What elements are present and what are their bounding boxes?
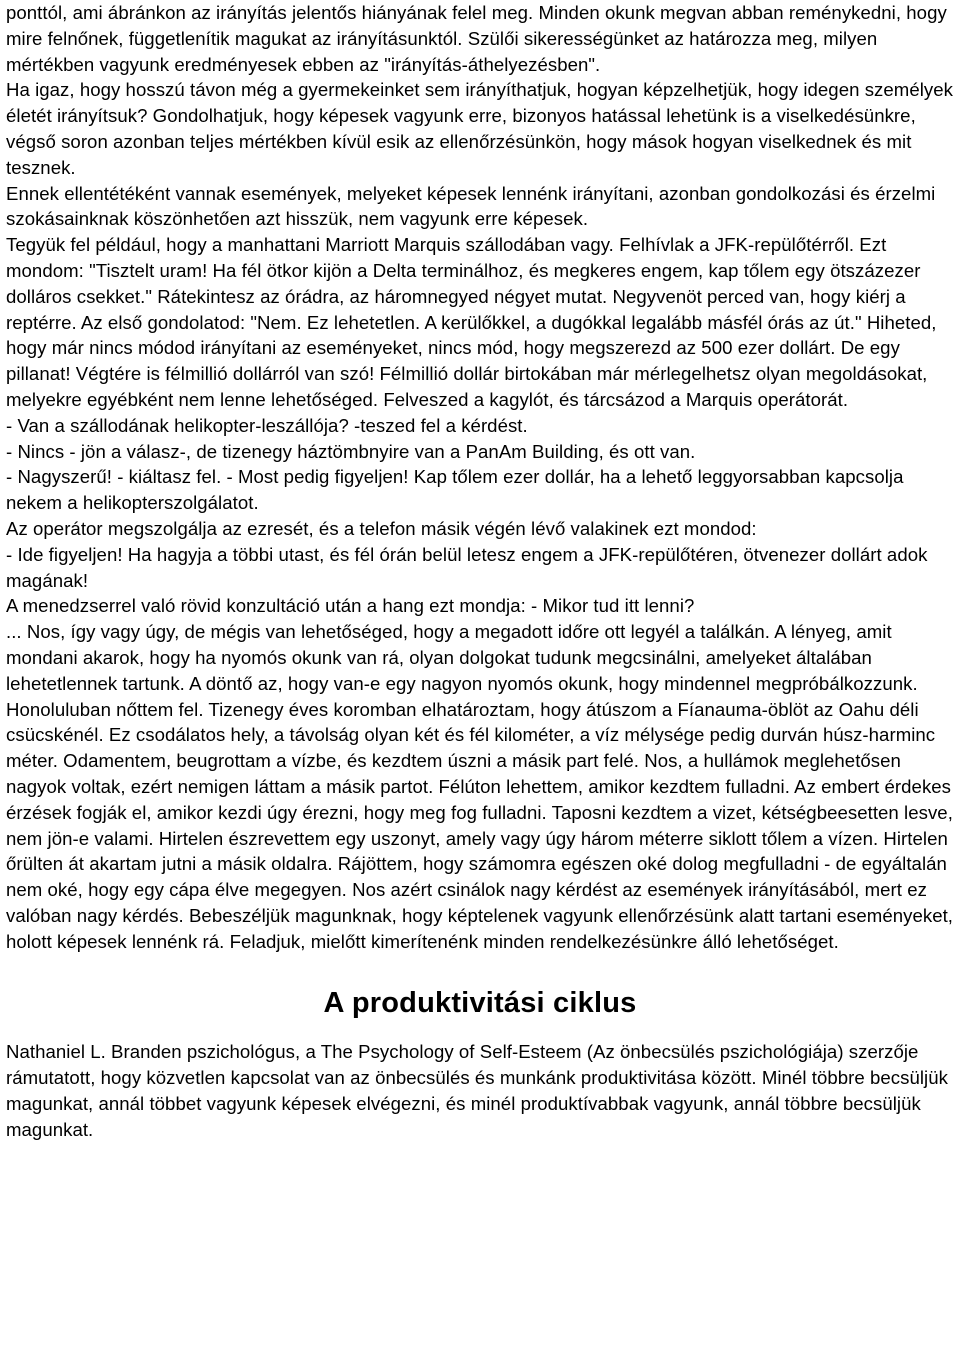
paragraph-marriott-example: Tegyük fel például, hogy a manhattani Marriott Marquis szállodában vagy. Felhívlak a JFK-repülőtérről. Ezt mondom: "Tisztelt uram! Ha fél ötkor kijön a Delta terminálhoz, és megkeres engem, kap tőlem egy ötszázezer dolláros csekket." Rátekintesz az órádra, az háromnegyed négyet mutat. Negyvenöt perced van, hogy kiérj a reptérre. Az első gondolatod: "Nem. Ez lehetetlen. A kerülőkkel, a dugókkal legalább másfél órás az út." Hiheted, hogy már nincs módod irányítani az eseményeket, nincs mód, hogy megszerezd az 500 ezer dollárt. De egy pillanat! Végtére is félmillió dollárról van szó! Félmillió dollár birtokában már mérlegelhetsz olyan megoldásokat, melyekre egyébként nem lenne lehetőséged. Felveszed a kagylót, és tárcsázod a Marquis operátorát. bbox=[6, 234, 937, 410]
paragraph-controllable-events: Ennek ellentétéként vannak események, melyeket képesek lennénk irányítani, azonban gondolkozási és érzelmi szokásainknak köszönhetően azt hisszük, nem vagyunk erre képesek. bbox=[6, 182, 936, 230]
paragraph-controlling-others: Ha igaz, hogy hosszú távon még a gyermekeinket sem irányíthatjuk, hogyan képzelhetjük, hogy idegen személyek életét irányítsuk? Gondolhatjuk, hogy képesek vagyunk erre, bizonyos hatással lehetünk is a viselkedésünkre, végső soron azonban teljes mértékben kívül esik az ellenőrzésünkön, hogy mások hogyan viselkednek és mit tesznek. bbox=[6, 79, 953, 178]
dialogue-operator-offer: - Nagyszerű! - kiáltasz fel. - Most pedig figyeljen! Kap tőlem ezer dollár, ha a lehető leggyorsabban kapcsolja nekem a helikopterszolgálatot. bbox=[6, 466, 904, 514]
paragraph-parental-control: ponttól, ami ábránkon az irányítás jelentős hiányának felel meg. Minden okunk megvan abban reménykedni, hogy mire felnőnek, függetlenítik magukat az irányításunktól. Szülői sikerességünket az határozza meg, milyen mértékben vagyunk eredményesek ebben az "irányítás-áthelyezésben". bbox=[6, 2, 947, 75]
paragraph-strong-reason: ... Nos, így vagy úgy, de mégis van lehetőséged, hogy a megadott időre ott legyél a találkán. A lényeg, amit mondani akarok, hogy ha nyomós okunk van rá, olyan dolgokat tudunk megcsinálni, amelyeket általában lehetetlennek tartunk. A döntő az, hogy van-e egy nagyon nyomós okunk, hogy mindennel megpróbálkozzunk. bbox=[6, 621, 918, 694]
paragraph-operator-connects: Az operátor megszolgálja az ezresét, és a telefon másik végén lévő valakinek ezt mondod: bbox=[6, 517, 757, 539]
paragraph-manager-consultation: A menedzserrel való rövid konzultáció után a hang ezt mondja: - Mikor tud itt lenni? bbox=[6, 595, 695, 617]
paragraph-honolulu-story: Honoluluban nőttem fel. Tizenegy éves koromban elhatároztam, hogy átúszom a Fíanauma-öblöt az Oahu déli csücskénél. Ez csodálatos hely, a távolság olyan két és fél kilométer, a víz mélysége pedig durván húsz-harminc méter. Odamentem, beugrottam a vízbe, és kezdtem úszni a másik part felé. Nos, a hullámok meglehetősen nagyok voltak, ezért nemigen láttam a másik partot. Félúton lehettem, amikor kezdtem fulladni. Az embert érdekes érzések fogják el, amikor kezdi úgy érezni, hogy meg fog fulladni. Taposni kezdtem a vizet, kétségbeesetten lesve, nem jön-e valami. Hirtelen észrevettem egy uszonyt, amely vagy úgy három méterre siklott tőlem a vízen. Hirtelen őrülten át akartam jutni a másik oldalra. Rájöttem, hogy számomra egészen oké dolog megfulladni - de egyáltalán nem oké, hogy egy cápa élve megegyen. Nos azért csinálok nagy kérdést az események irányításából, mert ez valóban nagy kérdés. Bebeszéljük magunknak, hogy képtelenek vagyunk ellenőrzésünk alatt tartani eseményeket, holott képesek lennénk rá. Feladjuk, mielőtt kimerítenénk minden rendelkezésünkre álló lehetőséget. bbox=[6, 698, 954, 952]
section-event-control bbox=[6, 0, 954, 954]
paragraph-branden-self-esteem: Nathaniel L. Branden pszichológus, a The Psychology of Self-Esteem (Az önbecsülés pszichológiája) szerzője rámutatott, hogy közvetlen kapcsolat van az önbecsülés és munkánk produktivitása között. Minél többre becsüljük magunkat, annál többet vagyunk képesek elvégezni, és minél produktívabbak vagyunk, annál többre becsüljük magunkat. bbox=[6, 1041, 948, 1140]
dialogue-pilot-offer: - Ide figyeljen! Ha hagyja a többi utast, és fél órán belül letesz engem a JFK-repülőtéren, ötvenezer dollárt adok magának! bbox=[6, 543, 928, 591]
dialogue-helipad-question: - Van a szállodának helikopter-leszállója? -teszed fel a kérdést. bbox=[6, 414, 528, 436]
dialogue-panam-answer: - Nincs - jön a válasz-, de tizenegy háztömbnyire van a PanAm Building, és ott van. bbox=[6, 440, 696, 462]
section-productivity-cycle bbox=[6, 1039, 954, 1142]
section-heading-productivity-cycle: A produktivitási ciklus bbox=[323, 987, 637, 1020]
